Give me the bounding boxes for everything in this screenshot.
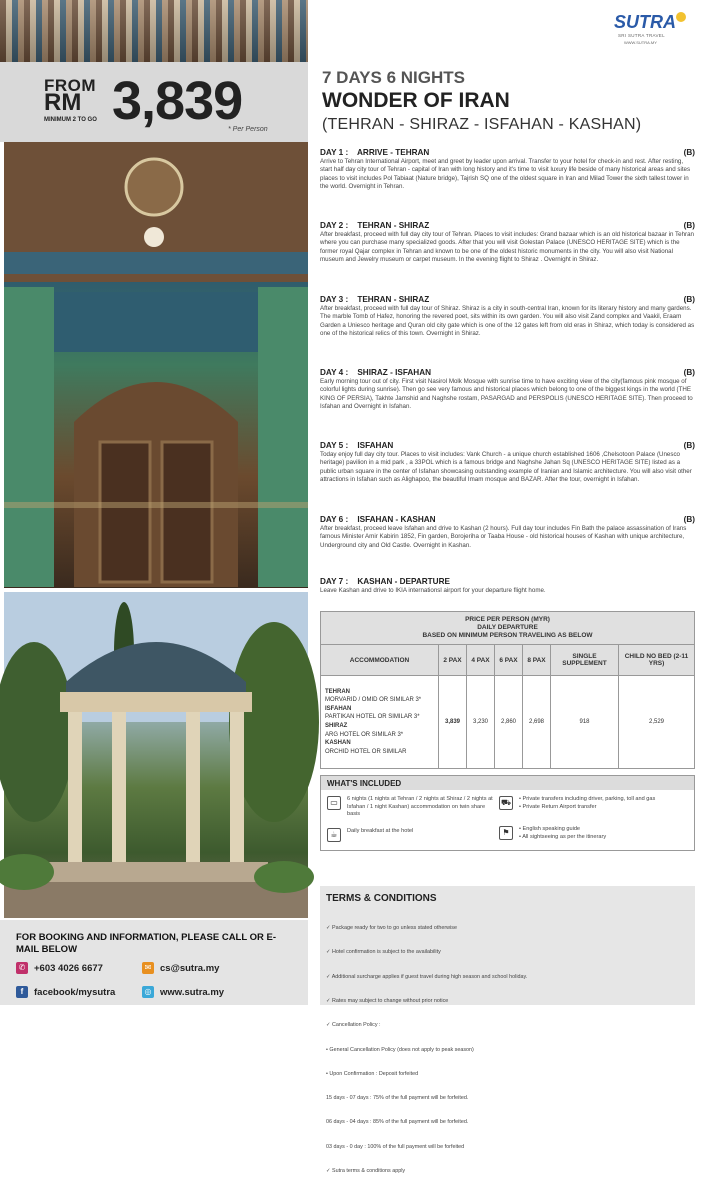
day-4 bbox=[320, 367, 695, 412]
contact-title: FOR BOOKING AND INFORMATION, PLEASE CALL OR E-MAIL BELOW bbox=[16, 932, 277, 955]
header-child-no-bed: CHILD NO BED (2-11 YRS) bbox=[619, 645, 695, 676]
whats-included-title: WHAT'S INCLUDED bbox=[321, 776, 694, 790]
meal-code: (B) bbox=[683, 368, 695, 377]
left-column bbox=[0, 0, 308, 1005]
terms-line: ✓ Sutra terms & conditions apply bbox=[326, 1168, 406, 1174]
day-number: DAY 2 : bbox=[320, 221, 349, 230]
price-table-row bbox=[321, 676, 695, 769]
header-8pax: 8 PAX bbox=[523, 645, 551, 676]
tour-duration: 7 DAYS 6 NIGHTS bbox=[322, 68, 465, 87]
flag-icon: ⚑ bbox=[499, 826, 513, 840]
day-description: Arrive to Tehran International Airport, meet and greet by leader upon arrival. Transfer to your hotel for check-in and rest. After resting, start half day city tour of Tehran - capital of Iran with long history and it's time to visit luxury life beside of many historical areas and sites places to visit includes Pol Tabiaat (Nature bridge), Tajrish SQ one of the oldest square in Iran and Milad Tower the sixth tallest tower in the world. Overnight in Tehran. bbox=[320, 158, 691, 191]
terms-title: TERMS & CONDITIONS bbox=[326, 893, 437, 904]
phone-icon: ✆ bbox=[16, 962, 28, 974]
day-description: After breakfast, proceed with full day city tour of Tehran. Places to visit includes: Grand bazaar which is an old historical bazaar in Tehran where you can purchase many specialized goods. After that you will visit Golestan Palace (UNESCO HERITAGE SITE) which is the former royal Qajar complex in Tehran and known to be one of the oldest historic monuments in the city. You will also visit National museum and Jewelry museum or carpet museum. In the evening flight to Shiraz . Overnight in Shiraz. bbox=[320, 231, 694, 264]
price-6pax: 2,860 bbox=[495, 676, 523, 769]
included-transfers bbox=[499, 796, 689, 811]
day-description: After breakfast, proceed with full day tour of Shiraz. Shiraz is a city in south-central Iran, known for its literary history and many gardens. The marble Tomb of Hafez, honoring the revered poet, sits within its own garden. You will also visit Zand complex and Vaakil, Eraam Garden a Uniesco heritage and Quran old city gate which is one of the 12 gates left from old eras in Shiraz, which today is considered as one of the historical relics of this town. Overnight in Shiraz. bbox=[320, 305, 695, 338]
brand-subtitle: SRI SUTRA TRAVEL bbox=[618, 33, 665, 38]
price-currency: RM bbox=[44, 89, 82, 116]
price-table-caption bbox=[321, 612, 695, 645]
included-accommodation bbox=[327, 796, 497, 819]
price-child-no-bed: 2,529 bbox=[619, 676, 695, 769]
brand-website: WWW.SUTRA.MY bbox=[624, 40, 657, 45]
meal-code: (B) bbox=[683, 295, 695, 304]
day-title: ISFAHAN bbox=[357, 441, 394, 450]
terms-list bbox=[326, 908, 686, 1183]
day-number: DAY 7 : bbox=[320, 577, 349, 586]
price-table-header-row bbox=[321, 645, 695, 676]
hotel-name: PARTIKAN HOTEL OR SIMILAR 3* bbox=[325, 714, 420, 721]
sun-icon bbox=[674, 10, 688, 24]
breakfast-icon: ☕ bbox=[327, 828, 341, 842]
terms-line: 03 days - 0 day : 100% of the full payment will be forfeited bbox=[326, 1143, 465, 1150]
hotel-list bbox=[321, 676, 439, 769]
terms-line: • General Cancellation Policy (does not apply to peak season) bbox=[326, 1046, 474, 1053]
day-6 bbox=[320, 514, 695, 550]
terms-line: ✓ Cancellation Policy : bbox=[326, 1022, 381, 1029]
hotel-city: TEHRAN bbox=[325, 688, 350, 695]
header-2pax: 2 PAX bbox=[439, 645, 467, 676]
day-2-header bbox=[320, 220, 695, 231]
price-table bbox=[320, 611, 695, 769]
hotel-name: MORVARID / OMID OR SIMILAR 3* bbox=[325, 697, 422, 704]
price-8pax: 2,698 bbox=[523, 676, 551, 769]
day-title: ARRIVE - TEHRAN bbox=[357, 148, 430, 157]
email-address: cs@sutra.my bbox=[160, 962, 220, 974]
terms-line: ✓ Hotel confirmation is subject to the availability bbox=[326, 949, 441, 956]
price-amount: 3,839 bbox=[112, 71, 243, 131]
header-single-supplement: SINGLE SUPPLEMENT bbox=[551, 645, 619, 676]
day-title: SHIRAZ - ISFAHAN bbox=[357, 368, 432, 377]
included-text: • Private transfers including driver, parking, toll and gas • Private Return Airport transfer bbox=[519, 796, 656, 810]
price-minimum-note: MINIMUM 2 TO GO bbox=[44, 117, 97, 123]
mosque-photo bbox=[4, 142, 308, 588]
header-accommodation: ACCOMMODATION bbox=[321, 645, 439, 676]
day-description: Today enjoy full day city tour. Places to visit includes: Vank Church - a unique church established 1606 ,Chelsotoon Palace (Unesco heritage) pavilion in a mid park , a 33POL which is a famous bridge and Naghshe Jahan Sq (UNESCO HERITAGE SITE) listed as a public urban square in the center of Isfahan showcasing outstanding example of Iranian and Islamic architecture. You will also visit other attractions in Isfahan such as Alighapoo, the beautiful Imam mosque and BAZAR. After the tour, overnight in Isfahan. bbox=[320, 451, 692, 484]
hotel-bed-icon: ▭ bbox=[327, 796, 341, 810]
whats-included-box bbox=[320, 775, 695, 851]
car-icon: ⛟ bbox=[499, 796, 513, 810]
day-title: TEHRAN - SHIRAZ bbox=[357, 221, 430, 230]
hotel-name: ORCHID HOTEL OR SIMILAR bbox=[325, 748, 407, 755]
day-number: DAY 4 : bbox=[320, 368, 349, 377]
caption-line-1: PRICE PER PERSON (MYR) bbox=[465, 616, 550, 623]
facebook-contact[interactable] bbox=[16, 986, 115, 998]
day-description: After breakfast, proceed leave Isfahan and drive to Kashan (2 hours). Full day tour includes Fin Bath the palace assassination of Irans famous Minister Amir Kabirin 1852, Fin garden, Borojeriha or Taaba House - old historical houses of Kashan with unique architecture, Underground city and Old Castle. Overnight in Kashan. bbox=[320, 525, 687, 549]
day-5 bbox=[320, 440, 695, 485]
phone-contact[interactable] bbox=[16, 962, 103, 974]
price-4pax: 3,230 bbox=[467, 676, 495, 769]
hotel-city: KASHAN bbox=[325, 740, 351, 747]
price-from-label: FROM bbox=[44, 76, 97, 95]
terms-line: • Upon Confirmation : Deposit forfeited bbox=[326, 1070, 419, 1077]
globe-icon: ◎ bbox=[142, 986, 154, 998]
included-text: 6 nights (1 nights at Tehran / 2 nights at Shiraz / 2 nights at Isfahan / 1 night Kashan) accommodation on twin share basis bbox=[347, 796, 493, 817]
terms-line: ✓ Additional surcharge applies if guest travel during high season and school holiday. bbox=[326, 973, 528, 980]
header-6pax: 6 PAX bbox=[495, 645, 523, 676]
meal-code: (B) bbox=[683, 515, 695, 524]
day-number: DAY 3 : bbox=[320, 295, 349, 304]
day-4-header bbox=[320, 367, 695, 378]
email-contact[interactable] bbox=[142, 962, 219, 974]
caption-line-3: BASED ON MINIMUM PERSON TRAVELING AS BELOW bbox=[422, 632, 593, 639]
day-6-header bbox=[320, 514, 695, 525]
ceiling-photo bbox=[0, 0, 308, 62]
day-number: DAY 1 : bbox=[320, 148, 349, 157]
facebook-icon: f bbox=[16, 986, 28, 998]
price-single-supplement: 918 bbox=[551, 676, 619, 769]
terms-line: ✓ Rates may subject to change without prior notice bbox=[326, 998, 449, 1005]
terms-line: 15 days - 07 days : 75% of the full payment will be forfeited. bbox=[326, 1095, 469, 1102]
meal-code: (B) bbox=[683, 148, 695, 157]
day-title: ISFAHAN - KASHAN bbox=[357, 515, 436, 524]
day-5-header bbox=[320, 440, 695, 451]
included-guide bbox=[499, 826, 689, 841]
terms-line: ✓ Package ready for two to go unless stated otherwise bbox=[326, 925, 457, 932]
day-title: KASHAN - DEPARTURE bbox=[357, 577, 450, 586]
website-url: www.sutra.my bbox=[160, 986, 225, 998]
email-icon: ✉ bbox=[142, 962, 154, 974]
garden-pavilion-photo bbox=[4, 592, 308, 918]
hotel-name: ARG HOTEL OR SIMILAR 3* bbox=[325, 731, 404, 738]
brand-logo: SUTRA bbox=[614, 12, 676, 32]
tour-name: WONDER OF IRAN bbox=[322, 89, 510, 112]
day-description: Early morning tour out of city. First visit Nasirol Molk Mosque with sunrise time to have exciting view of the city(famous pink mosque of colorful lights during sunrise). Then go see very famous and historical places which belong to one of the biggest kings in the world (THE KING OF PERSIA), Takhte Jamshid and Naghshe rostam, PASARGAD and PERSPOLIS (UNESCO HERITAGE SITE). Then proceed to Isfahan and Overnight in Isfahan. bbox=[320, 378, 693, 411]
tour-route: (TEHRAN - SHIRAZ - ISFAHAN - KASHAN) bbox=[322, 116, 642, 133]
included-text: Daily breakfast at the hotel bbox=[347, 828, 414, 834]
day-description: Leave Kashan and drive to IKIA internationsl airport for your departure flight home. bbox=[320, 587, 546, 594]
hotel-city: ISFAHAN bbox=[325, 705, 352, 712]
price-2pax: 3,839 bbox=[439, 676, 467, 769]
day-1 bbox=[320, 147, 695, 192]
day-number: DAY 6 : bbox=[320, 515, 349, 524]
day-number: DAY 5 : bbox=[320, 441, 349, 450]
terms-line: 06 days - 04 days : 85% of the full payment will be forfeited. bbox=[326, 1119, 469, 1126]
included-breakfast bbox=[327, 828, 497, 842]
caption-line-2: DAILY DEPARTURE bbox=[477, 624, 538, 631]
header-4pax: 4 PAX bbox=[467, 645, 495, 676]
day-2 bbox=[320, 220, 695, 265]
website-contact[interactable] bbox=[142, 986, 224, 998]
meal-code: (B) bbox=[683, 221, 695, 230]
included-text: • English speaking guide • All sightseeing as per the itinerary bbox=[519, 826, 607, 840]
day-3-header bbox=[320, 294, 695, 305]
day-1-header bbox=[320, 147, 695, 158]
facebook-handle: facebook/mysutra bbox=[34, 986, 116, 998]
meal-code: (B) bbox=[683, 441, 695, 450]
price-per-person: * Per Person bbox=[228, 126, 268, 133]
day-3 bbox=[320, 294, 695, 339]
day-title: TEHRAN - SHIRAZ bbox=[357, 295, 430, 304]
day-7-header bbox=[320, 576, 695, 587]
day-7 bbox=[320, 576, 695, 595]
hotel-city: SHIRAZ bbox=[325, 723, 348, 729]
phone-number: +603 4026 6677 bbox=[34, 962, 103, 974]
